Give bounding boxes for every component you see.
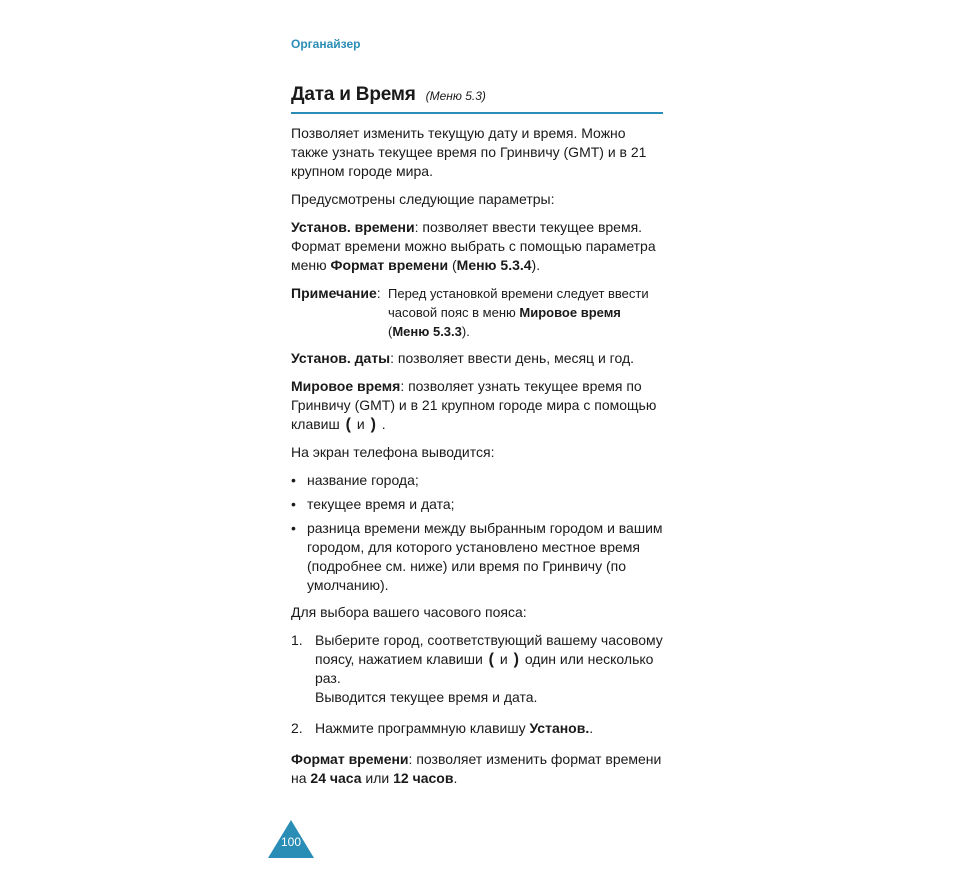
time-format-bold2: 12 часов (393, 770, 454, 786)
time-format-bold1: 24 часа (310, 770, 362, 786)
step-1-text2: один или несколько раз. (315, 651, 654, 686)
step-2-text2: . (589, 720, 594, 736)
step-1-text3: Выводится текущее время и дата. (315, 689, 538, 705)
list-item: • название города; (291, 471, 663, 490)
set-date-paragraph (291, 349, 663, 368)
step-2-number: 2. (291, 720, 303, 736)
step-1-and: и (496, 651, 512, 667)
time-format-text3: . (453, 770, 458, 786)
step-1-text1: Выберите город, соответствующий вашему часовому поясу, нажатием клавиши (315, 632, 663, 667)
params-intro: Предусмотрены следующие параметры: (291, 191, 555, 207)
page-title (291, 84, 663, 114)
right-key-icon: ) (513, 651, 519, 668)
step-2 (291, 719, 663, 738)
note-text1: Перед установкой времени следует ввести часовой пояс в меню (388, 286, 649, 320)
note-text2: ( (388, 324, 393, 339)
step-2-bold: Установ. (529, 720, 590, 736)
step-1-number: 1. (291, 632, 303, 648)
set-date-text: : позволяет ввести день, месяц и год. (390, 350, 635, 366)
note-bold1: Мировое время (519, 305, 621, 320)
timezone-steps (291, 631, 663, 738)
step-1-text (315, 631, 663, 707)
set-time-text3: ). (531, 257, 541, 273)
note-text (388, 284, 663, 341)
note-text3: ). (461, 324, 470, 339)
world-time-term: Мировое время (291, 378, 401, 394)
note-label (291, 284, 388, 341)
set-time-text2: ( (448, 257, 457, 273)
right-key-icon: ) (370, 416, 376, 433)
world-time-and: и (352, 416, 369, 432)
step-2-text (315, 719, 663, 738)
note-block (291, 284, 663, 341)
intro-paragraph: Позволяет изменить текущую дату и время. Можно также узнать текущее время по Гринвичу (GMT) и в 21 крупном городе мира. (291, 125, 647, 179)
set-time-text1: : позволяет ввести текущее время. Формат времени можно выбрать с помощью параметра меню (291, 219, 656, 273)
title-text: Дата и Время (291, 84, 416, 105)
time-format-paragraph (291, 750, 663, 788)
world-time-paragraph (291, 377, 663, 434)
world-time-text1: : позволяет узнать текущее время по Гринвичу (GMT) и в 21 крупном городе мира с помощью клавиш (291, 378, 657, 432)
time-format-term: Формат времени (291, 751, 409, 767)
time-format-text2: или (361, 770, 394, 786)
article-body (291, 124, 663, 797)
page-number: 100 (280, 835, 302, 849)
list-item: • разница времени между выбранным городом и вашим городом, для которого установлено местное время (подробнее см. ниже) или время по Гринвичу (по умолчанию). (291, 519, 663, 595)
display-intro: На экран телефона выводится: (291, 444, 495, 460)
world-time-text2: . (377, 416, 386, 432)
set-date-term: Установ. даты (291, 350, 391, 366)
title-menu-ref: (Меню 5.3) (425, 89, 486, 103)
step-1 (291, 631, 663, 707)
set-time-bold1: Формат времени (330, 257, 449, 273)
note-label-text: Примечание (291, 285, 377, 301)
left-key-icon: ( (345, 416, 351, 433)
display-list (291, 471, 663, 595)
note-colon: : (376, 285, 381, 301)
note-bold2: Меню 5.3.3 (392, 324, 462, 339)
left-key-icon: ( (488, 651, 494, 668)
list-item: • текущее время и дата; (291, 495, 663, 514)
time-format-text1: : позволяет изменить формат времени на (291, 751, 662, 786)
step-2-text1: Нажмите программную клавишу (315, 720, 530, 736)
set-time-term: Установ. времени (291, 219, 415, 235)
timezone-intro: Для выбора вашего часового пояса: (291, 604, 527, 620)
set-time-paragraph (291, 218, 663, 275)
section-label: Органайзер (291, 37, 361, 51)
set-time-bold2: Меню 5.3.4 (456, 257, 532, 273)
